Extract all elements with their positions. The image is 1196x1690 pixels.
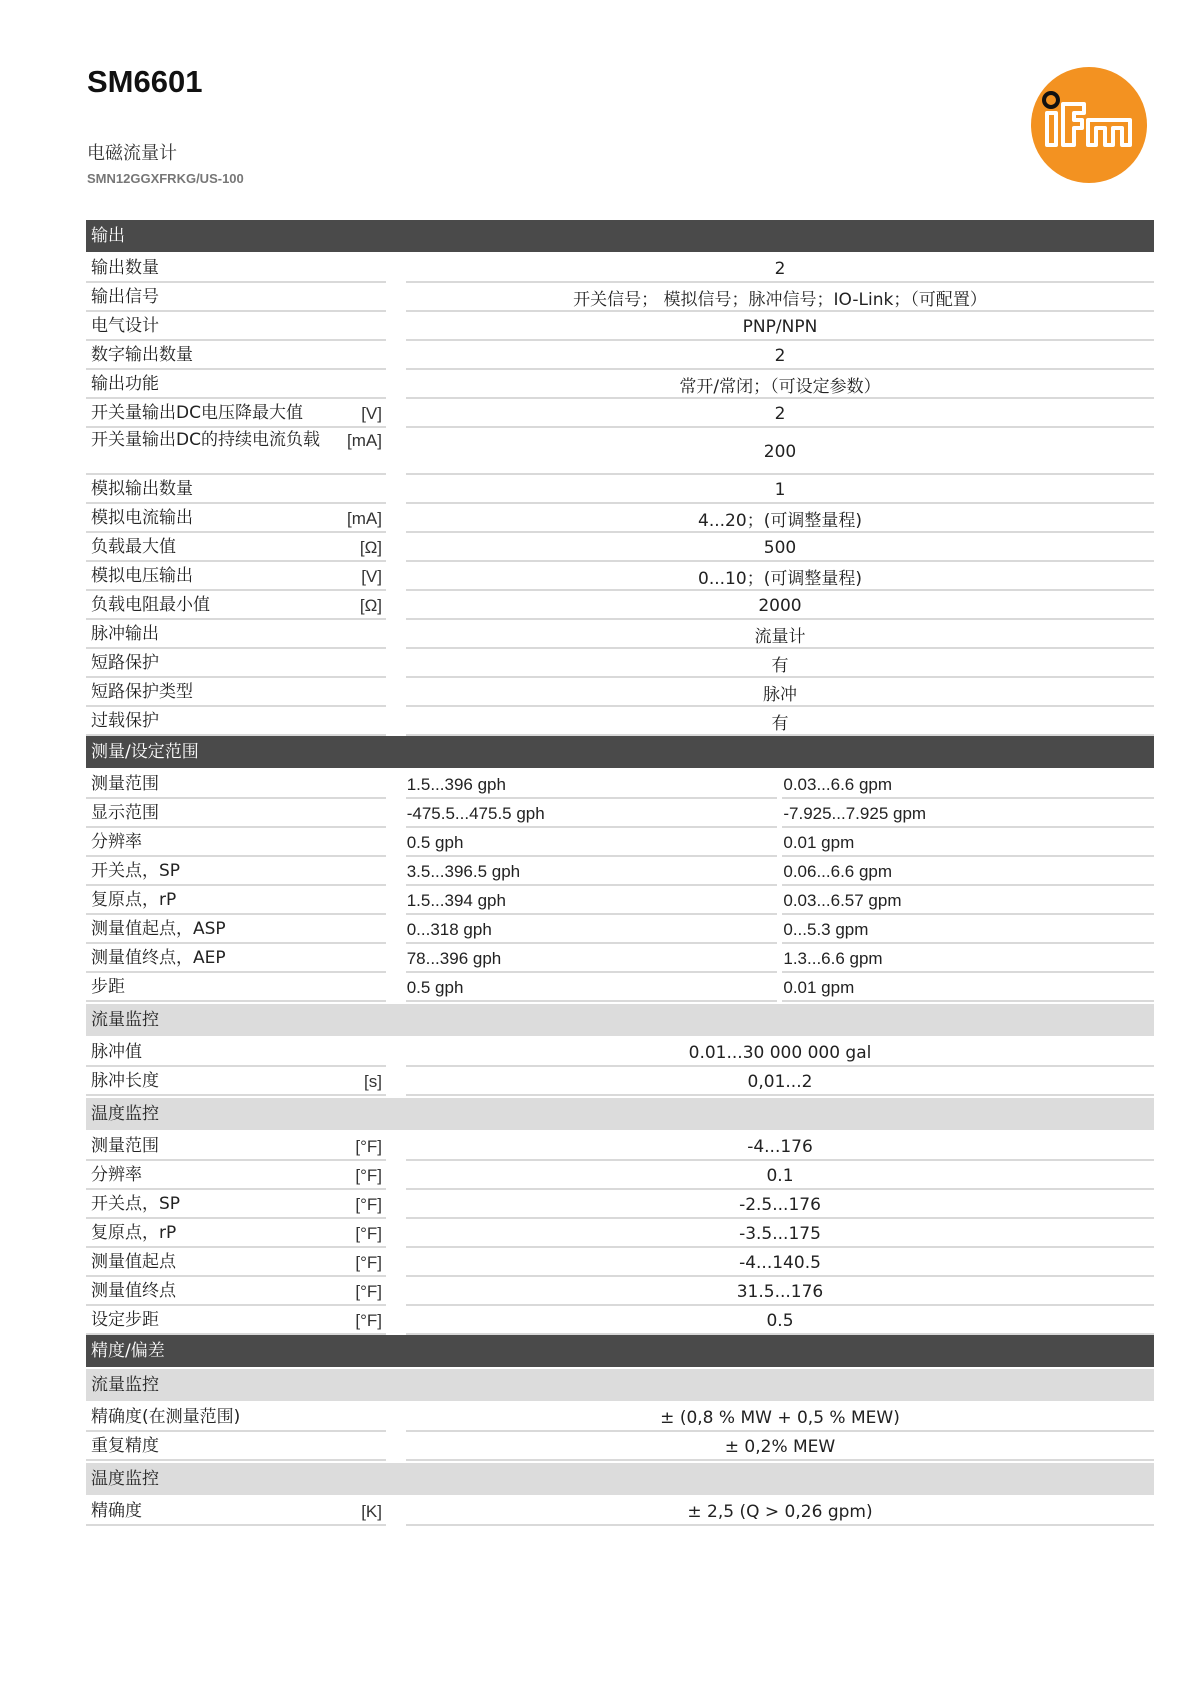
subsection-header: 流量监控 <box>86 1004 1154 1036</box>
spec-row <box>86 1432 1154 1461</box>
spec-label: 开关量输出DC的持续电流负载 <box>91 430 320 450</box>
spec-value: ± 0,2% MEW <box>406 1432 1154 1461</box>
spec-label-cell <box>86 1277 386 1306</box>
article-code: SMN12GGXFRKG/US-100 <box>87 171 244 186</box>
spec-value-alt: 0.03...6.57 gpm <box>782 886 1154 915</box>
spec-label: 精确度 <box>91 1501 142 1521</box>
spec-label: 脉冲输出 <box>91 624 159 644</box>
spacer <box>386 770 406 799</box>
spec-row <box>86 1132 1154 1161</box>
spec-label: 测量值起点 <box>91 1252 176 1272</box>
spec-label: 输出功能 <box>91 374 159 394</box>
spec-label-cell <box>86 1219 386 1248</box>
spacer <box>386 533 406 562</box>
product-title: SM6601 <box>87 64 203 99</box>
spec-row <box>86 707 1154 736</box>
spec-value: 0.5 <box>406 1306 1154 1335</box>
spec-value: 3.5...396.5 gph <box>406 857 778 886</box>
spec-value-alt: 0.03...6.6 gpm <box>782 770 1154 799</box>
spacer <box>386 620 406 649</box>
section-header: 测量/设定范围 <box>86 736 1154 768</box>
spec-label: 模拟输出数量 <box>91 479 193 499</box>
spec-value: ± 2,5 (Q > 0,26 gpm) <box>406 1497 1154 1526</box>
spec-label: 重复精度 <box>91 1436 159 1456</box>
spec-label-cell <box>86 707 386 736</box>
spec-value: -475.5...475.5 gph <box>406 799 778 828</box>
spec-row <box>86 312 1154 341</box>
spec-unit: [K] <box>361 1502 382 1521</box>
spec-value: 0...10；(可调整量程) <box>406 562 1154 591</box>
spec-label-cell <box>86 678 386 707</box>
spec-label-cell <box>86 504 386 533</box>
spec-label-cell <box>86 1306 386 1335</box>
spacer <box>386 857 406 886</box>
spec-row <box>86 1219 1154 1248</box>
product-subtitle: 电磁流量计 <box>87 143 177 164</box>
spec-value: 0...318 gph <box>406 915 778 944</box>
spec-value: -4...176 <box>406 1132 1154 1161</box>
spec-value: 1.5...394 gph <box>406 886 778 915</box>
spec-row <box>86 1038 1154 1067</box>
spacer <box>386 915 406 944</box>
subsection-header: 流量监控 <box>86 1369 1154 1401</box>
spec-label: 设定步距 <box>91 1310 159 1330</box>
spec-label: 脉冲长度 <box>91 1071 159 1091</box>
spec-value: 常开/常闭；（可设定参数） <box>406 370 1154 399</box>
spec-value: 1 <box>406 475 1154 504</box>
spacer <box>386 1277 406 1306</box>
spec-table <box>86 220 1154 1526</box>
spec-row <box>86 533 1154 562</box>
spacer <box>386 312 406 341</box>
spec-label-cell <box>86 1432 386 1461</box>
spec-unit: [°F] <box>355 1311 382 1330</box>
spec-label-cell <box>86 591 386 620</box>
spec-label: 复原点，rP <box>91 1223 177 1243</box>
spec-label: 负载电阻最小值 <box>91 595 210 615</box>
spec-label-cell <box>86 283 386 312</box>
spec-label-cell <box>86 533 386 562</box>
spec-unit: [°F] <box>355 1282 382 1301</box>
spec-label: 负载最大值 <box>91 537 176 557</box>
spec-value-alt: 1.3...6.6 gpm <box>782 944 1154 973</box>
spec-unit: [V] <box>361 404 382 423</box>
spec-unit: [V] <box>361 567 382 586</box>
spec-row <box>86 341 1154 370</box>
spec-value: 78...396 gph <box>406 944 778 973</box>
spec-row <box>86 591 1154 620</box>
spacer <box>386 428 406 475</box>
spec-label-cell <box>86 341 386 370</box>
spec-label-cell <box>86 1190 386 1219</box>
spec-value: 0,01...2 <box>406 1067 1154 1096</box>
spec-row <box>86 770 1154 799</box>
ifm-logo <box>1030 66 1148 184</box>
spec-label: 脉冲值 <box>91 1042 142 1062</box>
spec-value: 1.5...396 gph <box>406 770 778 799</box>
spec-label-cell <box>86 799 386 828</box>
spec-unit: [mA] <box>347 431 382 450</box>
spec-label-cell <box>86 886 386 915</box>
spacer <box>386 1132 406 1161</box>
spec-unit: [°F] <box>355 1137 382 1156</box>
spec-label-cell <box>86 1038 386 1067</box>
spacer <box>386 649 406 678</box>
spec-row <box>86 1248 1154 1277</box>
spacer <box>386 1403 406 1432</box>
spec-label-cell <box>86 1248 386 1277</box>
spec-value: 0.5 gph <box>406 828 778 857</box>
spec-label: 电气设计 <box>91 316 159 336</box>
spec-value-alt: -7.925...7.925 gpm <box>782 799 1154 828</box>
spec-label-cell <box>86 973 386 1002</box>
spec-row <box>86 1403 1154 1432</box>
spec-value-alt: 0.06...6.6 gpm <box>782 857 1154 886</box>
spacer <box>386 707 406 736</box>
spec-value: PNP/NPN <box>406 312 1154 341</box>
spec-label: 过载保护 <box>91 711 159 731</box>
spec-value-alt: 0.01 gpm <box>782 973 1154 1002</box>
spacer <box>386 799 406 828</box>
spec-row <box>86 504 1154 533</box>
spec-label-cell <box>86 370 386 399</box>
spec-unit: [s] <box>364 1072 382 1091</box>
spec-label-cell <box>86 562 386 591</box>
spec-label: 开关量输出DC电压降最大值 <box>91 403 303 423</box>
spec-unit: [°F] <box>355 1253 382 1272</box>
spec-label: 精确度(在测量范围) <box>91 1407 241 1427</box>
spec-row <box>86 886 1154 915</box>
spec-row <box>86 678 1154 707</box>
spacer <box>386 399 406 428</box>
spec-row <box>86 1277 1154 1306</box>
spec-row <box>86 915 1154 944</box>
spacer <box>386 591 406 620</box>
spec-label: 分辨率 <box>91 1165 142 1185</box>
spacer <box>386 1219 406 1248</box>
spacer <box>386 562 406 591</box>
spec-label-cell <box>86 915 386 944</box>
spec-value: 2 <box>406 254 1154 283</box>
spacer <box>386 254 406 283</box>
spec-value: 2 <box>406 399 1154 428</box>
spec-row <box>86 254 1154 283</box>
spacer <box>386 1248 406 1277</box>
spec-unit: [Ω] <box>359 538 382 557</box>
spec-row <box>86 562 1154 591</box>
spec-value: -4...140.5 <box>406 1248 1154 1277</box>
spec-value: 流量计 <box>406 620 1154 649</box>
spec-row <box>86 1067 1154 1096</box>
spec-row <box>86 828 1154 857</box>
spec-label-cell <box>86 428 386 475</box>
spec-unit: [mA] <box>347 509 382 528</box>
spacer <box>386 283 406 312</box>
spec-label-cell <box>86 1067 386 1096</box>
spec-row <box>86 944 1154 973</box>
spec-label: 短路保护 <box>91 653 159 673</box>
spec-row <box>86 399 1154 428</box>
spec-value: 有 <box>406 707 1154 736</box>
spacer <box>386 1432 406 1461</box>
spec-label-cell <box>86 475 386 504</box>
spec-value: 200 <box>406 428 1154 475</box>
spec-value: 有 <box>406 649 1154 678</box>
spec-label: 开关点，SP <box>91 1194 181 1214</box>
spec-label-cell <box>86 1161 386 1190</box>
spec-row <box>86 370 1154 399</box>
spec-label-cell <box>86 770 386 799</box>
section-header: 输出 <box>86 220 1154 252</box>
spec-label-cell <box>86 312 386 341</box>
section-header: 精度/偏差 <box>86 1335 1154 1367</box>
spec-row <box>86 1497 1154 1526</box>
spec-value-alt: 0.01 gpm <box>782 828 1154 857</box>
spec-label: 开关点，SP <box>91 861 181 881</box>
spec-row <box>86 799 1154 828</box>
spec-label: 测量范围 <box>91 1136 159 1156</box>
spec-label-cell <box>86 857 386 886</box>
spec-label: 测量值终点，AEP <box>91 948 226 968</box>
spec-row <box>86 620 1154 649</box>
spec-label: 测量范围 <box>91 774 159 794</box>
spec-label-cell <box>86 399 386 428</box>
spec-value: -2.5...176 <box>406 1190 1154 1219</box>
spec-label: 模拟电压输出 <box>91 566 193 586</box>
spec-label: 数字输出数量 <box>91 345 193 365</box>
spec-label-cell <box>86 254 386 283</box>
spec-value: 开关信号； 模拟信号；脉冲信号；IO-Link；（可配置） <box>406 283 1154 312</box>
spec-value: 2 <box>406 341 1154 370</box>
spacer <box>386 341 406 370</box>
spec-value: 0.1 <box>406 1161 1154 1190</box>
spacer <box>386 1161 406 1190</box>
spec-label-cell <box>86 620 386 649</box>
spec-value: -3.5...175 <box>406 1219 1154 1248</box>
spec-row <box>86 475 1154 504</box>
spec-label-cell <box>86 649 386 678</box>
spacer <box>386 944 406 973</box>
spec-row <box>86 973 1154 1002</box>
spec-row <box>86 857 1154 886</box>
subsection-header: 温度监控 <box>86 1463 1154 1495</box>
spec-label-cell <box>86 944 386 973</box>
spec-label: 输出信号 <box>91 287 159 307</box>
spacer <box>386 1306 406 1335</box>
spec-unit: [°F] <box>355 1224 382 1243</box>
spec-label: 复原点，rP <box>91 890 177 910</box>
spec-value: 500 <box>406 533 1154 562</box>
spec-value: 0.5 gph <box>406 973 778 1002</box>
spec-unit: [°F] <box>355 1166 382 1185</box>
spacer <box>386 1038 406 1067</box>
spec-label: 步距 <box>91 977 125 997</box>
spec-label: 模拟电流输出 <box>91 508 193 528</box>
subsection-header: 温度监控 <box>86 1098 1154 1130</box>
spec-value: 31.5...176 <box>406 1277 1154 1306</box>
spec-row <box>86 1306 1154 1335</box>
spec-value: ± (0,8 % MW + 0,5 % MEW) <box>406 1403 1154 1432</box>
spec-label-cell <box>86 1132 386 1161</box>
spacer <box>386 973 406 1002</box>
spec-label-cell <box>86 1497 386 1526</box>
spacer <box>386 504 406 533</box>
spec-label: 输出数量 <box>91 258 159 278</box>
spacer <box>386 678 406 707</box>
spec-row <box>86 428 1154 475</box>
spec-row <box>86 1161 1154 1190</box>
spacer <box>386 886 406 915</box>
spec-value: 0.01...30 000 000 gal <box>406 1038 1154 1067</box>
spec-label-cell <box>86 1403 386 1432</box>
spacer <box>386 1067 406 1096</box>
spec-value-alt: 0...5.3 gpm <box>782 915 1154 944</box>
spacer <box>386 1190 406 1219</box>
spec-label: 短路保护类型 <box>91 682 193 702</box>
spec-unit: [Ω] <box>359 596 382 615</box>
spec-value: 2000 <box>406 591 1154 620</box>
spec-value: 脉冲 <box>406 678 1154 707</box>
spacer <box>386 370 406 399</box>
spec-row <box>86 649 1154 678</box>
spacer <box>386 475 406 504</box>
spec-label-cell <box>86 828 386 857</box>
spec-value: 4...20；(可调整量程) <box>406 504 1154 533</box>
spec-label: 测量值终点 <box>91 1281 176 1301</box>
spec-label: 测量值起点，ASP <box>91 919 226 939</box>
spec-row <box>86 283 1154 312</box>
spec-row <box>86 1190 1154 1219</box>
spacer <box>386 1497 406 1526</box>
spacer <box>386 828 406 857</box>
spec-label: 显示范围 <box>91 803 159 823</box>
spec-label: 分辨率 <box>91 832 142 852</box>
spec-unit: [°F] <box>355 1195 382 1214</box>
